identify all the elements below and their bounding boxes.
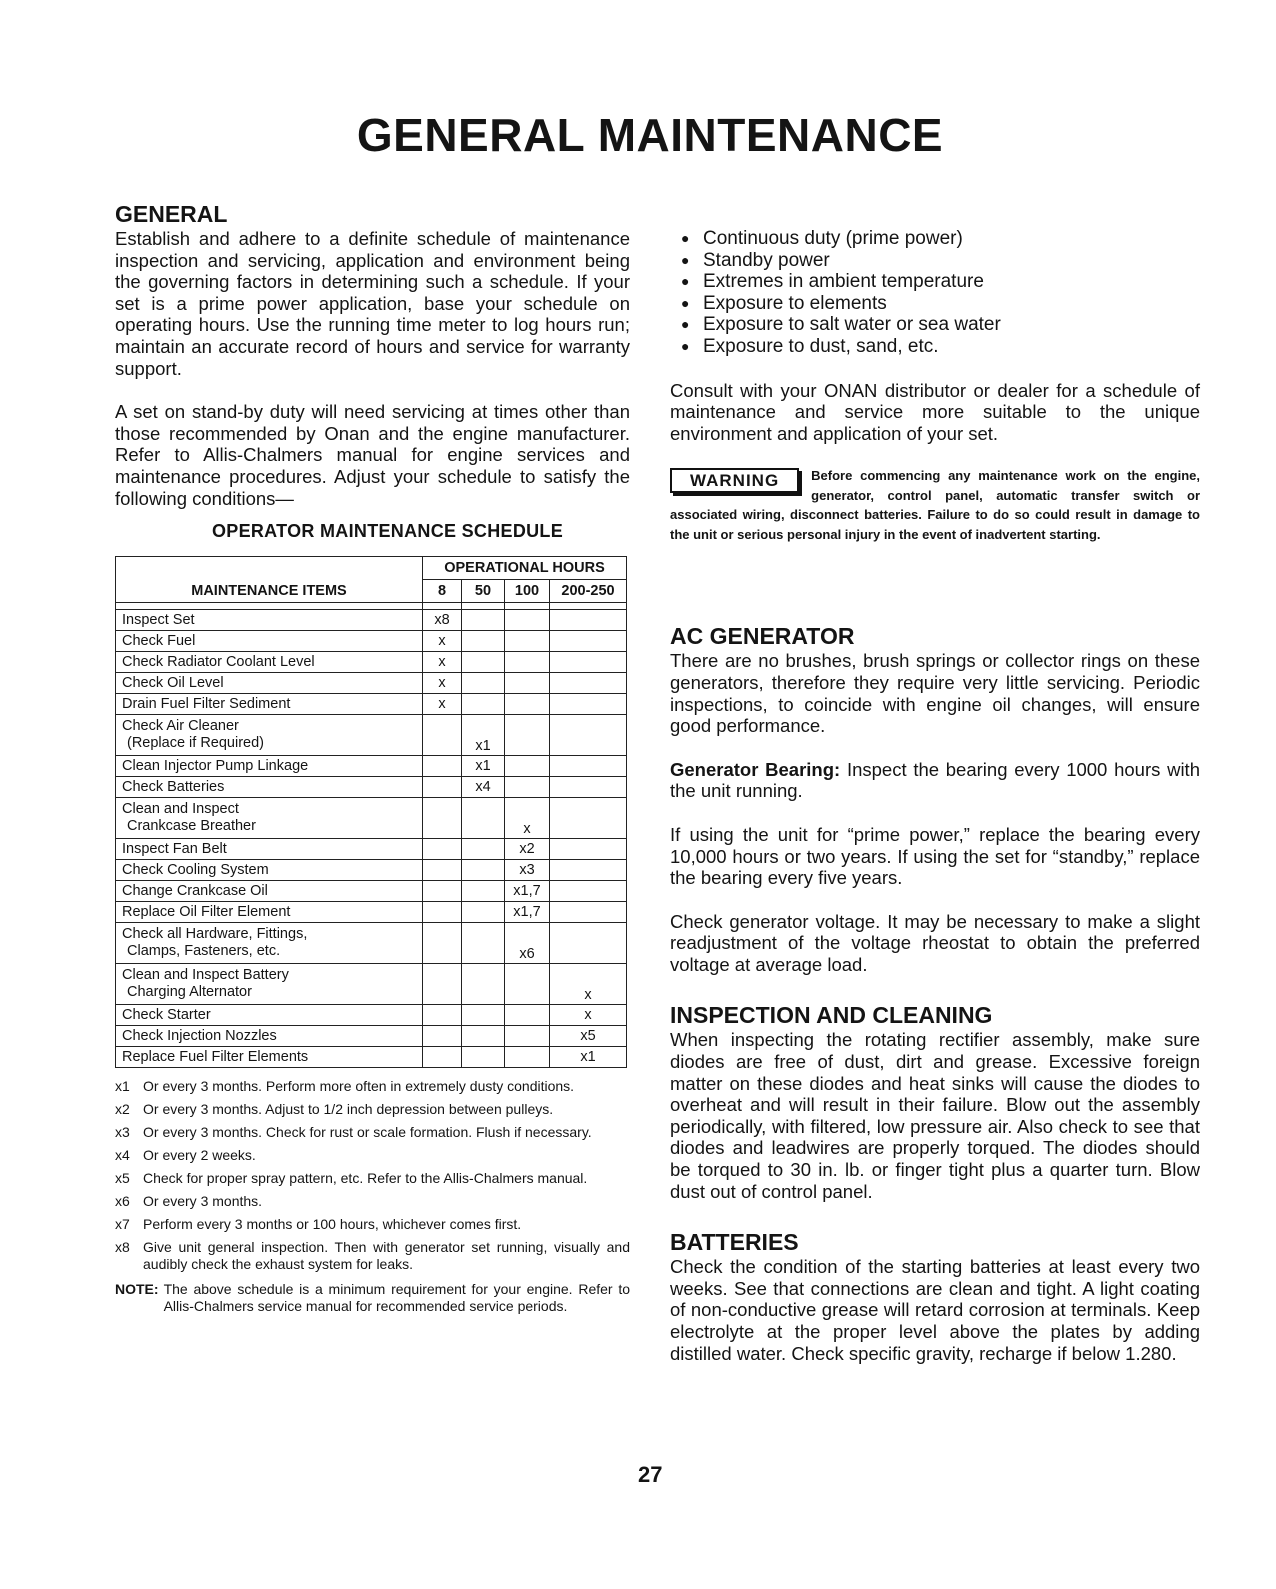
schedule-mark: [505, 652, 550, 673]
warning-block: [670, 466, 1200, 544]
schedule-mark: [462, 694, 505, 715]
schedule-mark: [462, 1026, 505, 1047]
footnote: [115, 1170, 630, 1187]
ac-generator-paragraph-1: There are no brushes, brush springs or collector rings on these generators, therefore they require very little servicing. Periodic inspections, to coincide with engine oil changes, will ensure good performance.: [670, 650, 1200, 737]
footnote-text: Perform every 3 months or 100 hours, whichever comes first.: [143, 1216, 522, 1233]
schedule-mark: [423, 1026, 462, 1047]
schedule-mark: [550, 715, 627, 756]
schedule-mark: [423, 964, 462, 1005]
schedule-mark: [505, 610, 550, 631]
footnote-text: Or every 3 months.: [143, 1193, 263, 1210]
maintenance-item: Inspect Set: [116, 610, 423, 631]
schedule-body: [116, 610, 627, 1068]
maintenance-item: Replace Oil Filter Element: [116, 902, 423, 923]
generator-bearing-label: Generator Bearing:: [670, 758, 841, 780]
schedule-mark: [423, 798, 462, 839]
schedule-mark: [462, 902, 505, 923]
table-row: [116, 860, 627, 881]
ac-generator-heading: AC GENERATOR: [670, 623, 855, 650]
list-item: [680, 336, 1200, 358]
schedule-mark: [423, 756, 462, 777]
schedule-mark: [550, 631, 627, 652]
maintenance-item: Check Radiator Coolant Level: [116, 652, 423, 673]
schedule-mark: [505, 964, 550, 1005]
note-text: The above schedule is a minimum requirement for your engine. Refer to Allis-Chalmers service manual for recommended service periods.: [163, 1281, 630, 1315]
schedule-mark: x: [423, 673, 462, 694]
maintenance-item: Replace Fuel Filter Elements: [116, 1047, 423, 1068]
schedule-mark: [550, 881, 627, 902]
schedule-mark: [550, 923, 627, 964]
bullet-icon: ●: [681, 251, 690, 268]
schedule-mark: x1: [462, 715, 505, 756]
schedule-mark: [505, 631, 550, 652]
footnote: [115, 1193, 630, 1210]
footnote-code: x1: [115, 1078, 130, 1095]
hours-header-8: 8: [423, 580, 462, 603]
schedule-mark: [462, 652, 505, 673]
schedule-mark: [550, 860, 627, 881]
hours-header-50: 50: [462, 580, 505, 603]
maintenance-item: Clean and Inspect Crankcase Breather: [116, 798, 423, 839]
schedule-mark: [462, 673, 505, 694]
footnotes: [115, 1078, 630, 1273]
schedule-mark: [550, 673, 627, 694]
table-row: [116, 610, 627, 631]
generator-bearing-paragraph: [670, 759, 1200, 802]
list-item: [680, 271, 1200, 293]
schedule-mark: [505, 756, 550, 777]
list-item: [680, 228, 1200, 250]
generator-bearing-text: Inspect the bearing every 1000 hours with the unit running.: [670, 758, 1200, 802]
maintenance-item: Check Air Cleaner (Replace if Required): [116, 715, 423, 756]
footnote-code: x8: [115, 1239, 130, 1256]
table-row: [116, 964, 627, 1005]
condition-text: Standby power: [703, 249, 830, 271]
table-row: [116, 694, 627, 715]
schedule-mark: [462, 881, 505, 902]
right-column: [670, 228, 1200, 1364]
schedule-mark: [505, 777, 550, 798]
bullet-icon: ●: [681, 230, 690, 246]
table-row: [116, 902, 627, 923]
footnote: [115, 1216, 630, 1233]
schedule-mark: [423, 881, 462, 902]
footnote-code: x3: [115, 1124, 130, 1141]
batteries-heading: BATTERIES: [670, 1229, 799, 1256]
maintenance-item: Change Crankcase Oil: [116, 881, 423, 902]
ac-generator-paragraph-4: Check generator voltage. It may be necessary to make a slight readjustment of the voltage rheostat to obtain the preferred voltage at average load.: [670, 910, 1200, 975]
schedule-mark: [423, 902, 462, 923]
footnote-text: Or every 3 months. Adjust to 1/2 inch depression between pulleys.: [143, 1101, 554, 1118]
maintenance-item: Check Batteries: [116, 777, 423, 798]
inspection-paragraph: When inspecting the rotating rectifier assembly, make sure diodes are free of dust, dirt and grease. Excessive foreign matter on these diodes and heat sinks will cause the diodes to overheat and will result in their failure. Blow out the assembly periodically, with filtered, low pressure air. Also check to see that diodes and leadwires are properly torqued. The diodes should be torqued to 30 in. lb. or finger tight plus a quarter turn. Blow dust out of control panel.: [670, 1029, 1200, 1202]
maintenance-item: Check Oil Level: [116, 673, 423, 694]
footnote-code: x5: [115, 1170, 130, 1187]
maintenance-item: Check Cooling System: [116, 860, 423, 881]
table-row: [116, 1005, 627, 1026]
table-row: [116, 756, 627, 777]
schedule-mark: [505, 1047, 550, 1068]
schedule-mark: [462, 1047, 505, 1068]
schedule-mark: [462, 860, 505, 881]
schedule-mark: x: [423, 694, 462, 715]
condition-text: Exposure to salt water or sea water: [703, 314, 1001, 336]
footnote: [115, 1078, 630, 1095]
table-row: [116, 798, 627, 839]
schedule-mark: [423, 860, 462, 881]
schedule-mark: [462, 610, 505, 631]
schedule-mark: x1: [550, 1047, 627, 1068]
table-row: [116, 777, 627, 798]
schedule-mark: x4: [462, 777, 505, 798]
general-paragraph-1: Establish and adhere to a definite schedule of maintenance inspection and servicing, application and environment being the governing factors in determining such a schedule. If your set is a prime power application, base your schedule on operating hours. Use the running time meter to log hours run; maintain an accurate record of hours and service for warranty support.: [115, 228, 630, 379]
schedule-mark: [505, 1026, 550, 1047]
schedule-mark: x3: [505, 860, 550, 881]
schedule-mark: [505, 673, 550, 694]
maintenance-item: Check Fuel: [116, 631, 423, 652]
footnote-code: x2: [115, 1101, 130, 1118]
header-separator: [116, 603, 627, 610]
schedule-mark: [462, 964, 505, 1005]
table-row: [116, 881, 627, 902]
condition-text: Extremes in ambient temperature: [703, 271, 984, 293]
note-label: NOTE:: [115, 1281, 159, 1298]
bullet-icon: ●: [681, 316, 690, 333]
schedule-mark: x1,7: [505, 902, 550, 923]
hours-header-200-250: 200-250: [550, 580, 627, 603]
page-number: 27: [638, 1462, 663, 1487]
schedule-mark: [505, 715, 550, 756]
bullet-icon: ●: [681, 294, 690, 311]
footnote-code: x7: [115, 1216, 130, 1233]
footnote: [115, 1147, 630, 1164]
maintenance-item: Drain Fuel Filter Sediment: [116, 694, 423, 715]
general-paragraph-2: A set on stand-by duty will need servicing at times other than those recommended by Onan and the engine manufacturer. Refer to Allis-Chalmers manual for engine services and maintenance procedures. Adjust your schedule to satisfy the following conditions—: [115, 401, 630, 509]
schedule-mark: [423, 1005, 462, 1026]
table-row: [116, 631, 627, 652]
schedule-mark: [550, 652, 627, 673]
table-row: [116, 1026, 627, 1047]
maintenance-schedule-table: [115, 556, 627, 1068]
schedule-mark: x8: [423, 610, 462, 631]
condition-text: Exposure to dust, sand, etc.: [703, 335, 939, 357]
maintenance-item: Clean Injector Pump Linkage: [116, 756, 423, 777]
schedule-header-row-1: [116, 557, 627, 580]
general-heading: GENERAL: [115, 201, 228, 227]
footnote-code: x6: [115, 1193, 130, 1210]
schedule-mark: x1,7: [505, 881, 550, 902]
schedule-mark: [462, 923, 505, 964]
condition-text: Continuous duty (prime power): [703, 228, 963, 249]
ac-generator-paragraph-3: If using the unit for “prime power,” replace the bearing every 10,000 hours or two years. If using the set for “standby,” replace the bearing every five years.: [670, 823, 1200, 889]
schedule-mark: x: [505, 798, 550, 839]
schedule-mark: [462, 798, 505, 839]
maintenance-item: Check Injection Nozzles: [116, 1026, 423, 1047]
table-row: [116, 715, 627, 756]
schedule-mark: [550, 756, 627, 777]
maintenance-item: Clean and Inspect Battery Charging Alternator: [116, 964, 423, 1005]
schedule-mark: [550, 798, 627, 839]
bullet-icon: ●: [681, 337, 690, 354]
bullet-icon: ●: [681, 273, 690, 290]
schedule-mark: x2: [505, 839, 550, 860]
table-row: [116, 1047, 627, 1068]
schedule-mark: [550, 777, 627, 798]
table-row: [116, 839, 627, 860]
table-row: [116, 673, 627, 694]
batteries-paragraph: Check the condition of the starting batteries at least every two weeks. See that connections are clean and tight. A light coating of non-conductive grease will retard corrosion at terminals. Keep electrolyte at the proper level above the plates by adding distilled water. Check specific gravity, recharge if below 1.280.: [670, 1256, 1200, 1364]
footnote-code: x4: [115, 1147, 130, 1164]
footnote-text: Check for proper spray pattern, etc. Refer to the Allis-Chalmers manual.: [143, 1170, 588, 1187]
inspection-heading: INSPECTION AND CLEANING: [670, 1002, 993, 1029]
maintenance-item: Check all Hardware, Fittings, Clamps, Fasteners, etc.: [116, 923, 423, 964]
footnote: [115, 1239, 630, 1273]
schedule-mark: [505, 694, 550, 715]
page-title: GENERAL MAINTENANCE: [356, 109, 944, 161]
schedule-mark: [550, 839, 627, 860]
schedule-mark: x: [423, 652, 462, 673]
schedule-mark: [423, 923, 462, 964]
table-row: [116, 923, 627, 964]
left-column: [115, 200, 630, 1315]
schedule-mark: x: [423, 631, 462, 652]
condition-text: Exposure to elements: [703, 292, 887, 314]
maintenance-items-header: MAINTENANCE ITEMS: [116, 557, 423, 603]
maintenance-item: Inspect Fan Belt: [116, 839, 423, 860]
conditions-list: [680, 228, 1200, 358]
list-item: [680, 314, 1200, 336]
consult-paragraph: Consult with your ONAN distributor or dealer for a schedule of maintenance and service more suitable to the unique environment and application of your set.: [670, 379, 1200, 444]
schedule-mark: x: [550, 1005, 627, 1026]
footnote-text: Or every 2 weeks.: [143, 1147, 256, 1164]
schedule-mark: [423, 1047, 462, 1068]
schedule-mark: [550, 610, 627, 631]
list-item: [680, 250, 1200, 272]
table-row: [116, 652, 627, 673]
warning-text: Before commencing any maintenance work on the engine, generator, control panel, automatic transfer switch or associated wiring, disconnect batteries. Failure to do so could result in damage to the unit or serious personal injury in the event of inadvertent starting.: [670, 468, 1200, 542]
schedule-mark: x6: [505, 923, 550, 964]
schedule-mark: [550, 694, 627, 715]
schedule-mark: [423, 715, 462, 756]
footnote: [115, 1124, 630, 1141]
list-item: [680, 293, 1200, 315]
schedule-mark: [462, 839, 505, 860]
schedule-mark: x1: [462, 756, 505, 777]
schedule-mark: [423, 839, 462, 860]
schedule-note: [115, 1281, 630, 1315]
footnote-text: Or every 3 months. Perform more often in extremely dusty conditions.: [143, 1078, 575, 1095]
hours-header-100: 100: [505, 580, 550, 603]
schedule-mark: [462, 631, 505, 652]
schedule-title: OPERATOR MAINTENANCE SCHEDULE: [211, 521, 564, 542]
schedule-mark: x: [550, 964, 627, 1005]
schedule-mark: [550, 902, 627, 923]
schedule-mark: [505, 1005, 550, 1026]
footnote: [115, 1101, 630, 1118]
operational-hours-header: OPERATIONAL HOURS: [423, 557, 627, 580]
schedule-mark: [423, 777, 462, 798]
footnote-text: Or every 3 months. Check for rust or scale formation. Flush if necessary.: [143, 1124, 592, 1141]
maintenance-item: Check Starter: [116, 1005, 423, 1026]
footnote-text: Give unit general inspection. Then with generator set running, visually and audibly check the exhaust system for leaks.: [143, 1239, 630, 1273]
warning-label: WARNING: [670, 468, 799, 493]
schedule-mark: x5: [550, 1026, 627, 1047]
schedule-mark: [462, 1005, 505, 1026]
